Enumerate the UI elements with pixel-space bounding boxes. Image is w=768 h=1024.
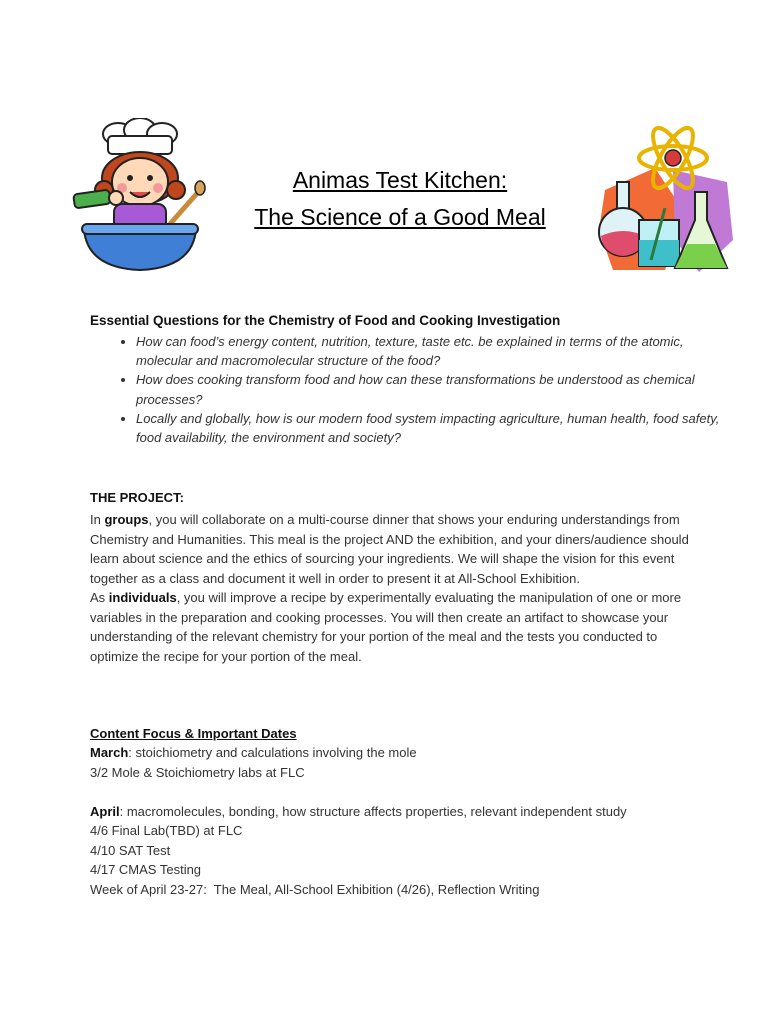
project-p1-bold: groups — [104, 512, 149, 527]
project-p2-bold: individuals — [108, 590, 177, 605]
dates-list — [90, 743, 690, 899]
chemistry-flasks-atom-illustration — [595, 120, 735, 285]
april-label: April — [90, 803, 120, 819]
march-label: March — [90, 745, 129, 760]
project-heading: THE PROJECT: — [90, 490, 184, 505]
project-p2-post: , you will improve a recipe by experimentally evaluating the manipulation of one or more variables in the preparation and cooking processes. You will then create an artifact to showcase your understanding of the relevant chemistry for your portion of the meal and the tests you conducted to optimize the recipe for your portion of the meal. — [90, 590, 682, 664]
essential-questions-list — [90, 332, 726, 447]
march-row — [90, 743, 690, 763]
april-text: : macromolecules, bonding, how structure affects properties, relevant independent study — [119, 803, 627, 819]
title-line-1: Animas Test Kitchen: — [292, 167, 508, 193]
dates-heading: Content Focus & Important Dates — [90, 726, 297, 741]
list-item: • Locally and globally, how is our modern food system impacting agriculture, human health, food safety, food availability, the environment and society? — [136, 409, 726, 447]
project-p1-pre: In — [90, 512, 105, 527]
project-p2-pre: As — [90, 590, 109, 605]
date-item: Week of April 23-27: The Meal, All-School Exhibition (4/26), Reflection Writing — [90, 881, 540, 897]
march-text: : stoichiometry and calculations involving the mole — [128, 745, 417, 760]
chef-girl-illustration — [70, 118, 210, 278]
document-title — [200, 162, 600, 236]
project-description — [90, 510, 690, 666]
essential-questions-heading: Essential Questions for the Chemistry of Food and Cooking Investigation — [90, 313, 561, 328]
date-item: 4/6 Final Lab(TBD) at FLC — [90, 823, 243, 838]
title-line-2: The Science of a Good Meal — [254, 204, 546, 230]
list-item: • How does cooking transform food and how can these transformations be understood as chemical processes? — [136, 370, 726, 408]
april-row — [90, 802, 690, 822]
date-item: 4/10 SAT Test — [90, 842, 171, 858]
date-item: 3/2 Mole & Stoichiometry labs at FLC — [90, 764, 305, 780]
project-p1-post: , you will collaborate on a multi-course dinner that shows your enduring understandings from Chemistry and Humanities. This meal is the project AND the exhibition, and your diners/audience should learn about science and the ethics of sourcing your ingredients. We will shape the vision for this event together as a class and document it well in order to present it at All-School Exhibition. — [90, 512, 689, 586]
list-item: • How can food’s energy content, nutrition, texture, taste etc. be explained in terms of the atomic, molecular and macromolecular structure of the food? — [136, 332, 726, 370]
date-item: 4/17 CMAS Testing — [90, 862, 202, 877]
